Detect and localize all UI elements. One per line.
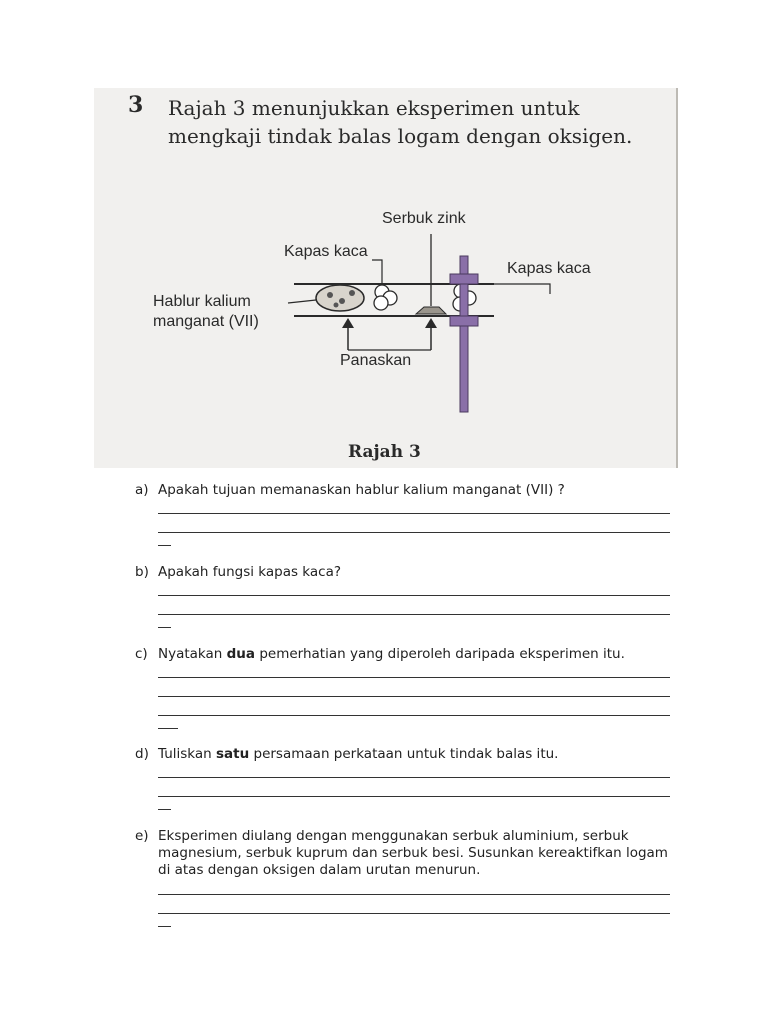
answer-line-stub[interactable]: [158, 914, 171, 927]
answer-line-stub[interactable]: [158, 716, 178, 729]
question-d-emphasis: satu: [216, 746, 250, 762]
glass-wool-left: [374, 285, 397, 310]
answer-line[interactable]: [158, 514, 670, 533]
answer-lines-b: [158, 577, 670, 628]
crystals-heap: [316, 285, 364, 311]
zinc-powder: [416, 307, 446, 314]
answer-lines-a: [158, 495, 670, 546]
answer-line[interactable]: [158, 778, 670, 797]
answer-line[interactable]: [158, 495, 670, 514]
answer-line[interactable]: [158, 659, 670, 678]
label-kapas-kaca-left: Kapas kaca: [284, 243, 368, 260]
apparatus-diagram: [94, 88, 678, 468]
answer-line[interactable]: [158, 697, 670, 716]
question-d-letter: d): [135, 746, 149, 762]
label-panaskan: Panaskan: [340, 352, 412, 369]
question-c-letter: c): [135, 646, 148, 662]
crystal-dot: [327, 292, 333, 298]
label-hablur-line1: Hablur kalium: [153, 293, 251, 310]
label-hablur-line2: manganat (VII): [153, 313, 259, 330]
answer-line[interactable]: [158, 895, 670, 914]
figure-caption: Rajah 3: [348, 442, 421, 462]
answer-line[interactable]: [158, 577, 670, 596]
kapas-right-leader: [482, 284, 550, 294]
question-d-text-post: persamaan perkataan untuk tindak balas itu.: [249, 746, 559, 762]
crystal-dot: [334, 303, 339, 308]
kapas-left-leader: [372, 260, 382, 284]
answer-line-stub[interactable]: [158, 797, 171, 810]
question-a-letter: a): [135, 482, 149, 498]
answer-line[interactable]: [158, 596, 670, 615]
question-c-text-pre: Nyatakan: [158, 646, 227, 662]
question-e-letter: e): [135, 828, 149, 844]
stand-clamp-top: [450, 274, 478, 284]
answer-lines-c: [158, 659, 670, 729]
heat-arrow-left: [342, 318, 354, 350]
question-e-text: Eksperimen diulang dengan menggunakan serbuk aluminium, serbuk magnesium, serbuk kuprum dan serbuk besi. Susunkan kereaktifkan logam di atas dengan oksigen dalam urutan menurun.: [158, 828, 668, 878]
label-kapas-kaca-right: Kapas kaca: [507, 260, 591, 277]
stand-clamp-bottom: [450, 316, 478, 326]
answer-line[interactable]: [158, 876, 670, 895]
answer-lines-e: [158, 876, 670, 927]
answer-line-stub[interactable]: [158, 533, 171, 546]
heat-arrow-right: [425, 318, 437, 350]
question-c-text-post: pemerhatian yang diperoleh daripada eksperimen itu.: [255, 646, 625, 662]
answer-lines-d: [158, 759, 670, 810]
answer-line[interactable]: [158, 759, 670, 778]
question-c-emphasis: dua: [226, 646, 256, 662]
answer-line-stub[interactable]: [158, 615, 171, 628]
answer-line[interactable]: [158, 678, 670, 697]
crystal-dot: [339, 298, 345, 304]
question-d-text-pre: Tuliskan: [158, 746, 216, 762]
question-a-text: Apakah tujuan memanaskan hablur kalium manganat (VII) ?: [158, 482, 565, 498]
question-b-text: Apakah fungsi kapas kaca?: [158, 564, 342, 580]
hablur-leader: [288, 300, 316, 303]
crystal-dot: [349, 290, 355, 296]
question-b-letter: b): [135, 564, 149, 580]
question-number: 3: [128, 92, 144, 118]
question-stem: Rajah 3 menunjukkan eksperimen untuk mengkaji tindak balas logam dengan oksigen.: [168, 96, 633, 148]
label-serbuk-zink: Serbuk zink: [382, 210, 466, 227]
